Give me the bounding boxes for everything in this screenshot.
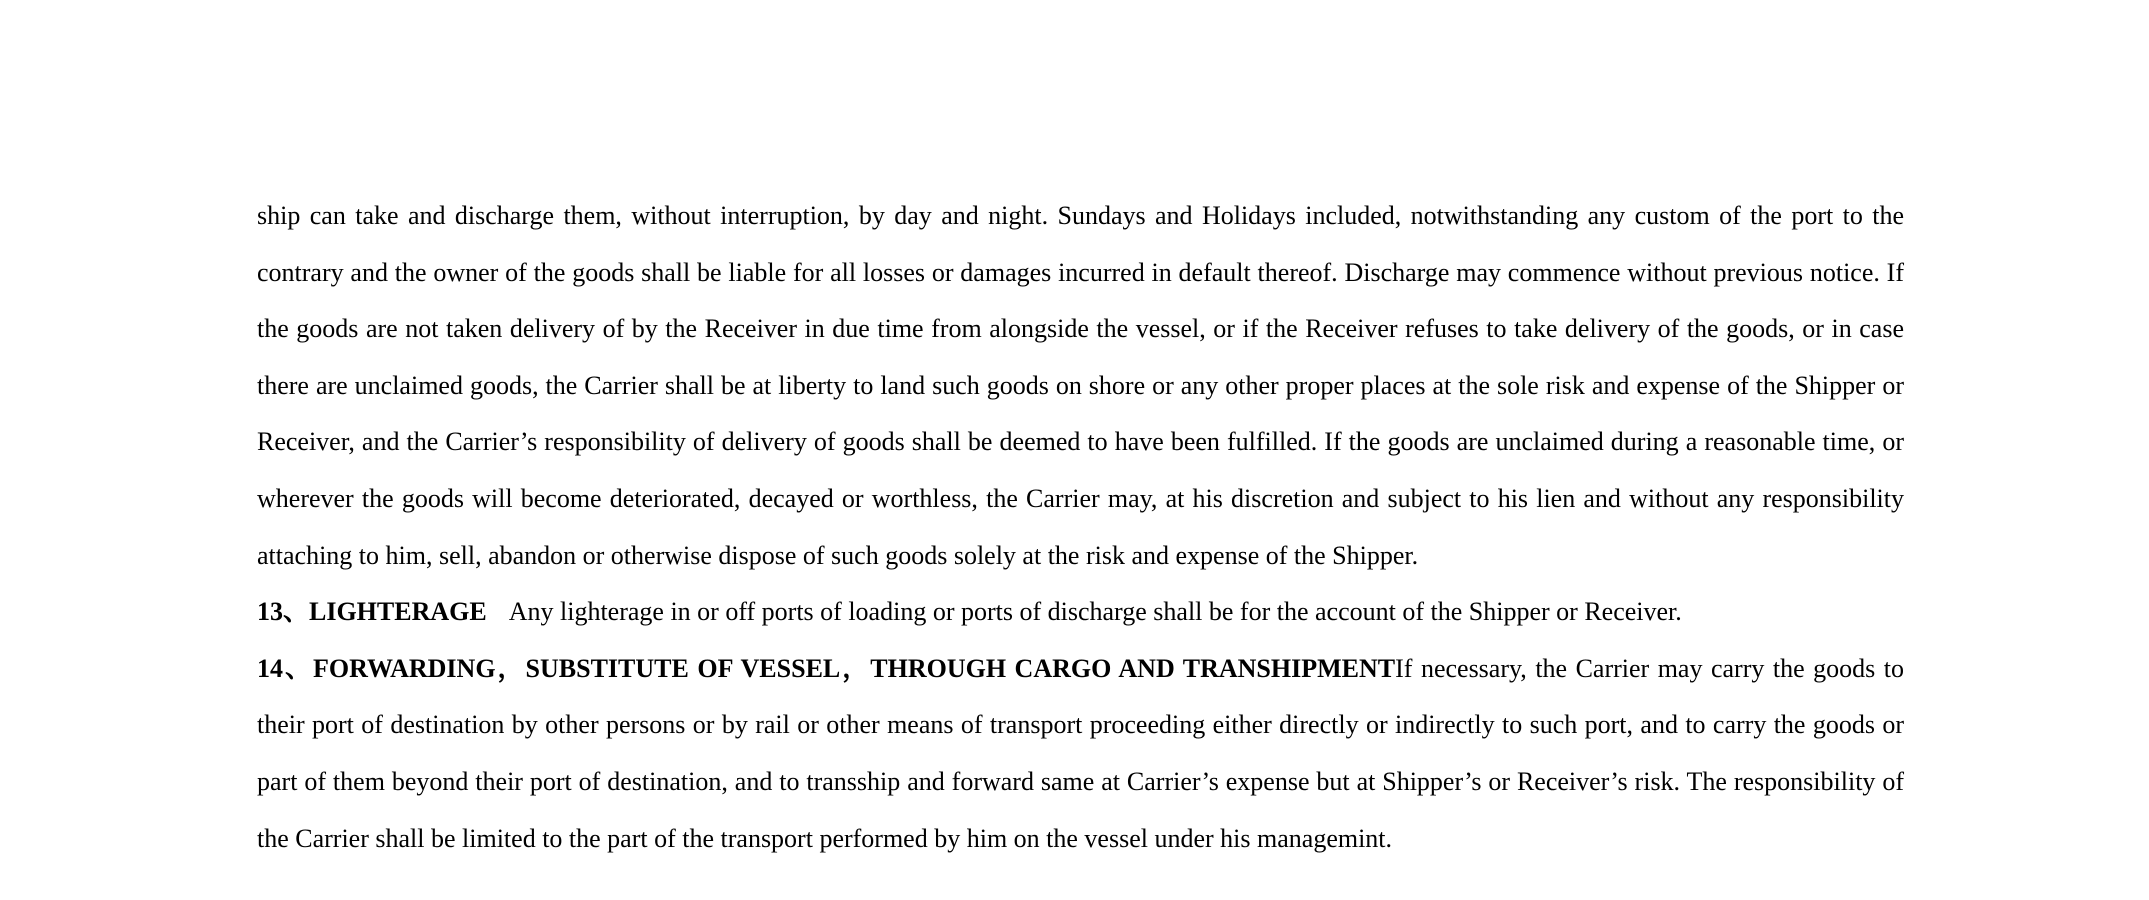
- clause-14-paragraph: [257, 641, 1904, 867]
- clause-13-body: Any lighterage in or off ports of loading or ports of discharge shall be for the account of the Shipper or Receiver.: [508, 597, 1682, 627]
- document-body: [257, 188, 1904, 867]
- clause-12-continuation-paragraph: ship can take and discharge them, without interruption, by day and night. Sundays and Holidays included, notwithstanding any custom of the port to the contrary and the owner of the goods shall be liable for all losses or damages incurred in default thereof. Discharge may commence without previous notice. If the goods are not taken delivery of by the Receiver in due time from alongside the vessel, or if the Receiver refuses to take delivery of the goods, or in case there are unclaimed goods, the Carrier shall be at liberty to land such goods on shore or any other proper places at the sole risk and expense of the Shipper or Receiver, and the Carrier’s responsibility of delivery of goods shall be deemed to have been fulfilled. If the goods are unclaimed during a reasonable time, or wherever the goods will become deteriorated, decayed or worthless, the Carrier may, at his discretion and subject to his lien and without any responsibility attaching to him, sell, abandon or otherwise dispose of such goods solely at the risk and expense of the Shipper.: [257, 201, 1904, 570]
- clause-13-paragraph: [257, 584, 1904, 641]
- clause-13-heading: 13、LIGHTERAGE: [257, 597, 487, 627]
- clause-14-heading: 14、FORWARDING，SUBSTITUTE OF VESSEL，THROUGH CARGO AND TRANSHIPMENT: [257, 653, 1396, 683]
- clause-14-body: If necessary, the Carrier may carry the goods to their port of destination by other persons or by rail or other means of transport proceeding either directly or indirectly to such port, and to carry the goods or part of them beyond their port of destination, and to transship and forward same at Carrier’s expense but at Shipper’s or Receiver’s risk. The responsibility of the Carrier shall be limited to the part of the transport performed by him on the vessel under his managemint.: [257, 653, 1904, 853]
